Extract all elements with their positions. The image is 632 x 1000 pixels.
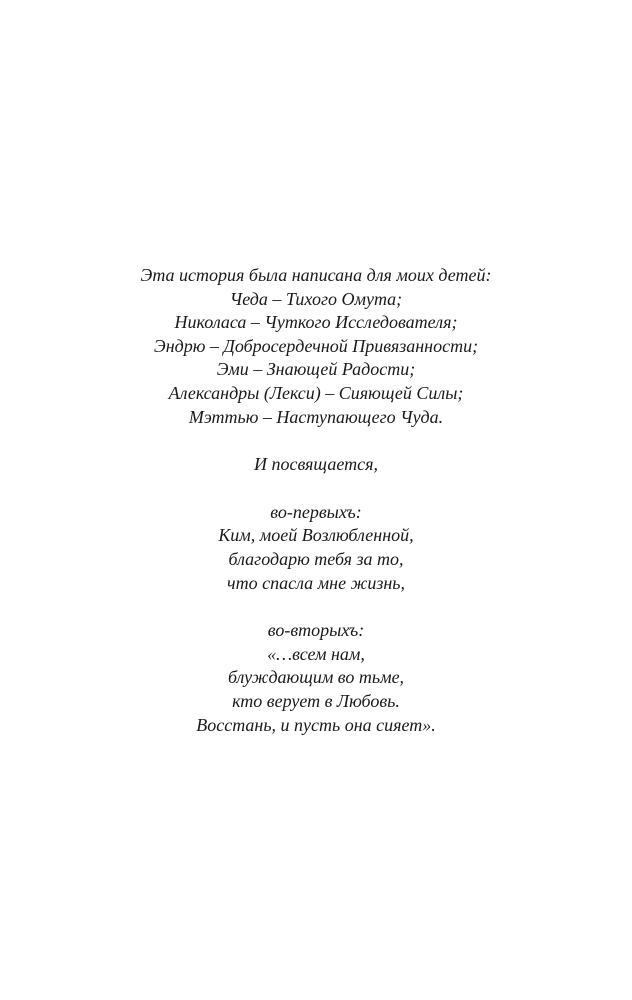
children-intro-line: Эта история была написана для моих детей: [140, 265, 492, 285]
child-line: Александры (Лекси) – Сияющей Силы; [168, 382, 464, 403]
first-heading: во-первыхъ: [270, 501, 362, 522]
first-block [0, 501, 632, 595]
children-block [0, 264, 632, 429]
first-line: что спасла мне жизнь, [227, 572, 405, 593]
second-heading: во-вторыхъ: [267, 620, 365, 641]
first-line: Ким, моей Возлюбленной, [218, 525, 414, 546]
child-line: Чеда – Тихого Омута; [229, 288, 403, 309]
second-line: «…всем нам, [267, 643, 365, 664]
first-line: благодарю тебя за то, [228, 548, 404, 569]
second-line: Восстань, и пусть она сияет». [196, 714, 436, 735]
intro-line: И посвящается, [253, 454, 379, 475]
child-line: Мэттью – Наступающего Чуда. [188, 406, 444, 427]
child-line: Эми – Знающей Радости; [216, 359, 416, 380]
second-line: кто верует в Любовь. [232, 690, 400, 711]
child-line: Эндрю – Добросердечной Привязанности; [153, 335, 479, 356]
child-line: Николаса – Чуткого Исследователя; [174, 312, 458, 333]
second-block [0, 619, 632, 737]
second-line: блуждающим во тьме, [227, 667, 405, 688]
intro-block [0, 453, 632, 477]
dedication-text [0, 264, 632, 737]
